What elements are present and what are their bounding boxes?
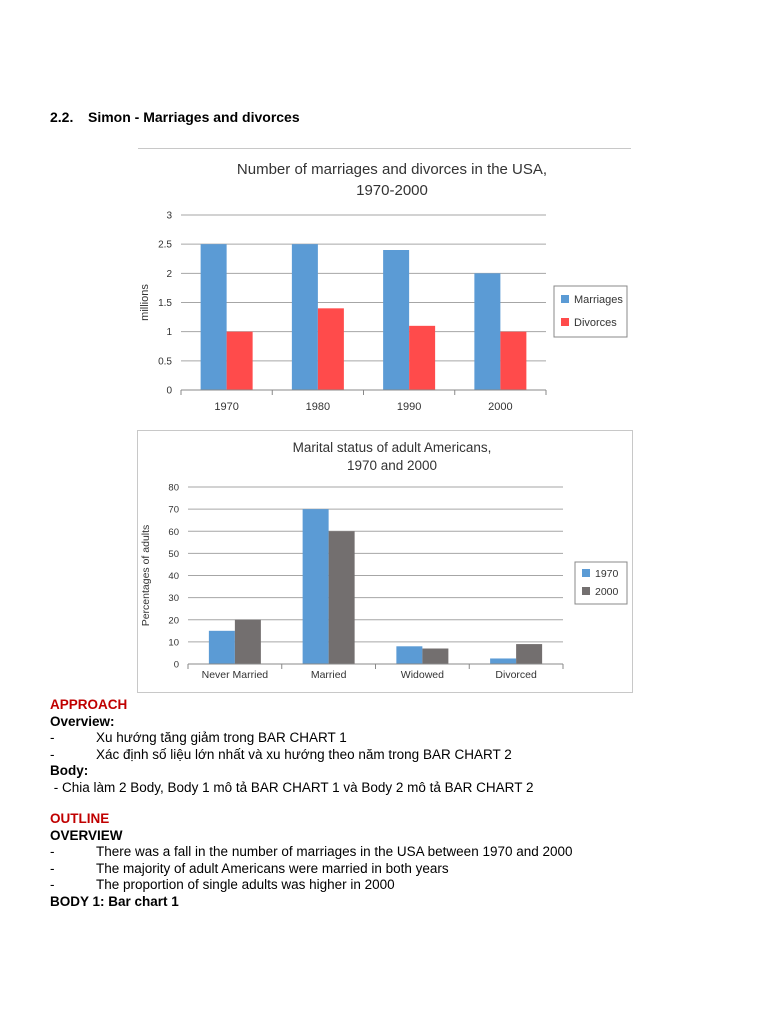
approach-body-label: Body: xyxy=(50,763,89,778)
chart-title-line: 1970 and 2000 xyxy=(346,458,438,473)
y-tick-label: 20 xyxy=(168,615,179,627)
bar-marriages-2000 xyxy=(474,273,500,390)
chart-title-line: 1970-2000 xyxy=(356,182,428,199)
y-tick-label: 40 xyxy=(168,571,179,582)
legend-label: Marriages xyxy=(574,294,623,306)
section-heading xyxy=(50,109,300,125)
approach-overview-item xyxy=(50,747,533,764)
marriages-divorces-chart-svg xyxy=(138,149,631,421)
bar-1970-never-married xyxy=(209,631,235,664)
legend-label: Divorces xyxy=(574,317,617,329)
approach-overview-label: Overview: xyxy=(50,713,115,729)
bar-marriages-1980 xyxy=(292,244,318,390)
bar-1970-divorced xyxy=(490,658,516,664)
marital-status-chart-svg xyxy=(138,431,632,692)
y-tick-label: 1 xyxy=(166,327,172,339)
bar-divorces-1980 xyxy=(318,308,344,390)
bar-marriages-1970 xyxy=(201,244,227,390)
legend-swatch xyxy=(582,587,590,595)
y-tick-label: 30 xyxy=(168,593,179,605)
bar-1970-widowed xyxy=(396,646,422,664)
y-tick-label: 60 xyxy=(168,526,179,538)
legend-swatch xyxy=(561,295,569,303)
y-tick-label: 0 xyxy=(173,659,179,671)
bar-2000-widowed xyxy=(422,649,448,664)
outline-item xyxy=(50,877,573,894)
legend-swatch xyxy=(582,569,590,577)
bar-divorces-1990 xyxy=(409,326,435,390)
bar-divorces-2000 xyxy=(500,332,526,390)
legend-label: 1970 xyxy=(595,568,619,580)
approach-section xyxy=(50,697,533,796)
bar-2000-divorced xyxy=(516,644,542,664)
approach-overview-text: Xác định số liệu lớn nhất và xu hướng theo năm trong BAR CHART 2 xyxy=(96,746,512,762)
outline-item xyxy=(50,844,573,861)
x-tick-label: 1990 xyxy=(396,401,422,413)
y-tick-label: 2 xyxy=(166,268,172,280)
outline-section xyxy=(50,811,573,910)
outline-title: OUTLINE xyxy=(50,811,110,826)
section-title: Simon - Marriages and divorces xyxy=(88,109,300,125)
x-tick-label: Divorced xyxy=(495,669,537,681)
x-tick-label: Never Married xyxy=(201,669,269,681)
bullet-dash: - xyxy=(50,877,55,892)
bar-1970-married xyxy=(303,509,329,664)
approach-overview-item xyxy=(50,730,533,747)
x-tick-label: Widowed xyxy=(400,669,444,681)
body1-label: BODY 1: Bar chart 1 xyxy=(50,893,179,909)
section-number: 2.2. xyxy=(50,109,74,125)
x-tick-label: 2000 xyxy=(488,401,513,413)
bar-divorces-1970 xyxy=(227,332,253,390)
chart-title-line: Marital status of adult Americans, xyxy=(292,440,492,455)
bar-2000-married xyxy=(329,531,355,664)
outline-item xyxy=(50,861,573,878)
bullet-dash: - xyxy=(50,844,55,859)
x-tick-label: 1980 xyxy=(305,401,331,413)
bullet-dash: - xyxy=(50,746,55,762)
bullet-dash: - xyxy=(50,730,55,745)
y-tick-label: 50 xyxy=(168,548,179,560)
outline-overview-label: OVERVIEW xyxy=(50,827,123,843)
y-tick-label: 2.5 xyxy=(158,239,172,251)
approach-body-line: - Chia làm 2 Body, Body 1 mô tả BAR CHART 1 và Body 2 mô tả BAR CHART 2 xyxy=(50,779,534,795)
y-tick-label: 80 xyxy=(168,482,179,494)
bullet-dash: - xyxy=(50,860,55,876)
legend-swatch xyxy=(561,318,569,326)
approach-overview-text: Xu hướng tăng giảm trong BAR CHART 1 xyxy=(96,730,347,745)
chart-title-line: Number of marriages and divorces in the USA, xyxy=(236,161,548,178)
marital-status-chart xyxy=(137,430,633,693)
y-tick-label: 70 xyxy=(168,504,179,516)
marriages-divorces-chart xyxy=(138,148,631,421)
y-tick-label: 3 xyxy=(166,210,172,222)
y-tick-label: 1.5 xyxy=(158,298,172,309)
outline-item-text: The proportion of single adults was higher in 2000 xyxy=(96,877,395,892)
y-tick-label: 10 xyxy=(168,637,179,649)
outline-item-text: There was a fall in the number of marriages in the USA between 1970 and 2000 xyxy=(96,844,573,859)
y-tick-label: 0.5 xyxy=(158,356,172,368)
outline-item-text: The majority of adult Americans were married in both years xyxy=(96,860,449,876)
x-tick-label: 1970 xyxy=(214,401,239,413)
y-tick-label: 0 xyxy=(166,385,172,397)
legend-label: 2000 xyxy=(595,586,619,598)
x-tick-label: Married xyxy=(310,669,347,681)
approach-title: APPROACH xyxy=(50,697,128,712)
y-axis-label: millions xyxy=(139,284,151,321)
bar-2000-never-married xyxy=(235,620,261,664)
y-axis-label: Percentages of adults xyxy=(140,524,152,627)
bar-marriages-1990 xyxy=(383,250,409,390)
